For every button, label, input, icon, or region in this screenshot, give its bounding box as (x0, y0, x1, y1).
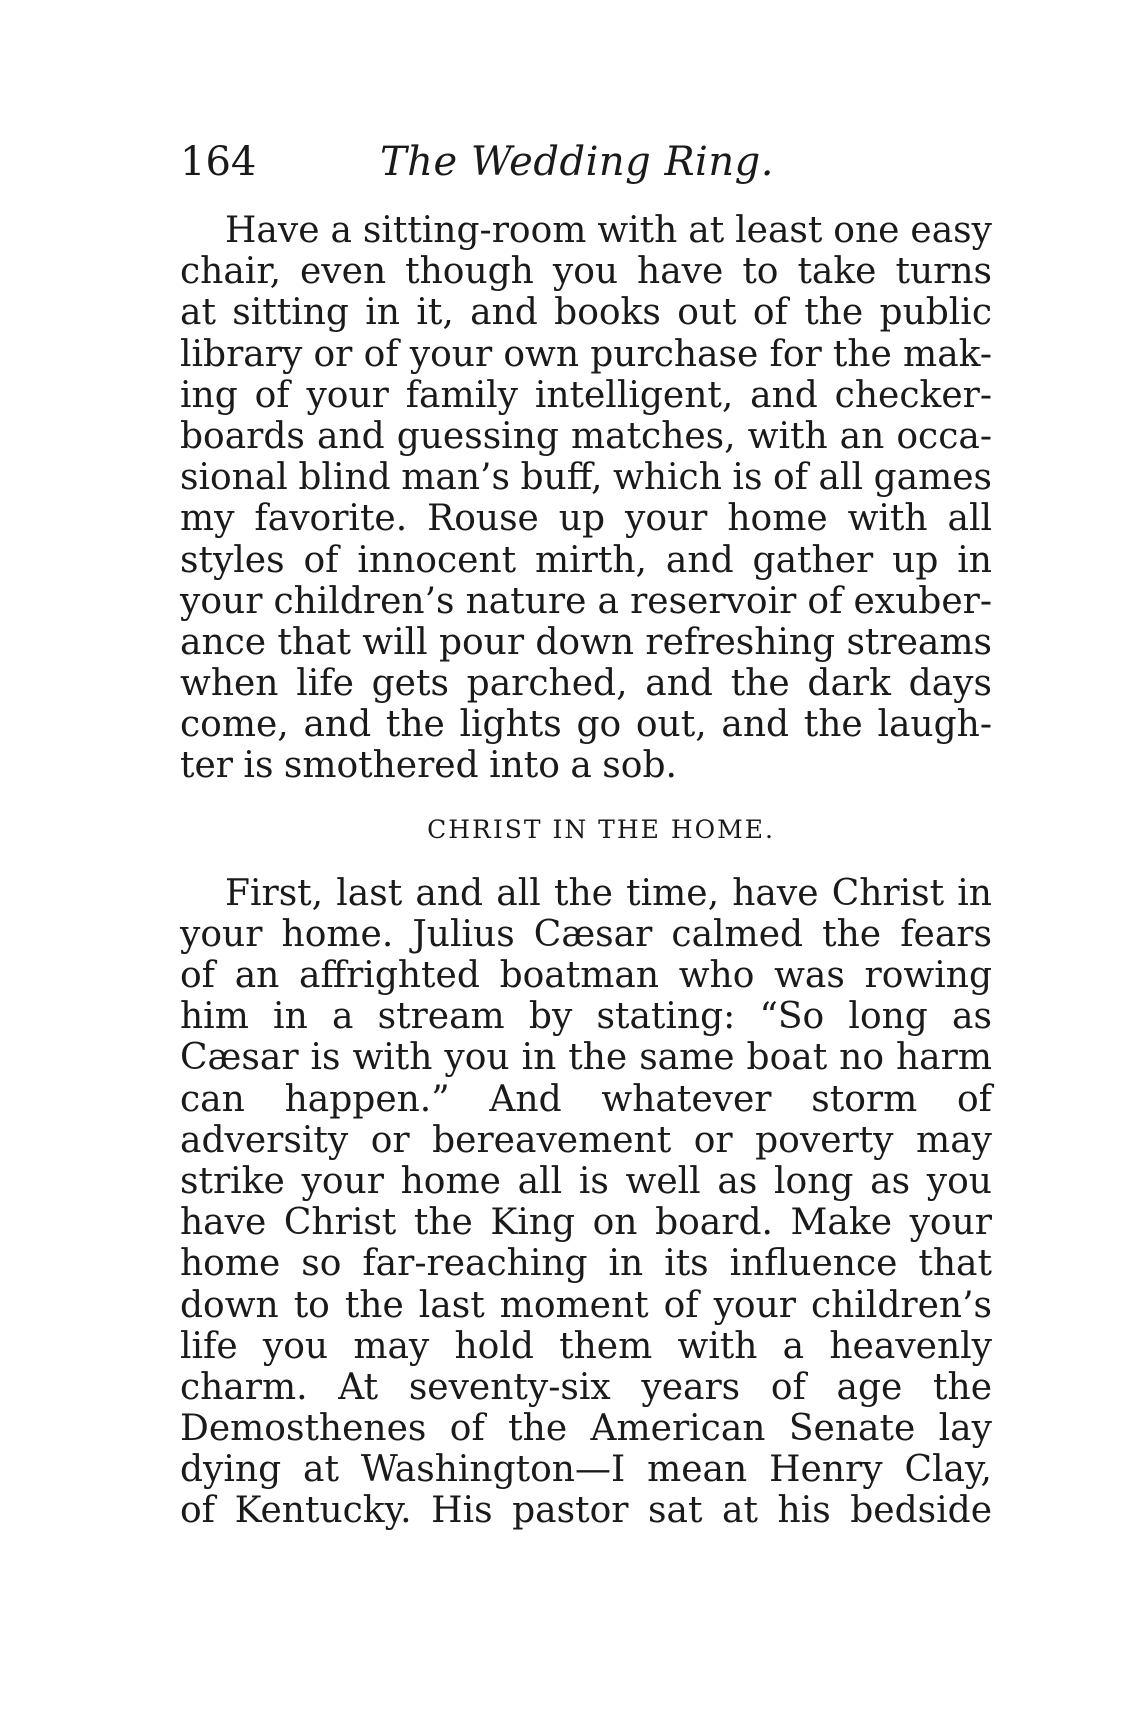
text-line: Cæsar is with you in the same boat no harm (180, 1037, 992, 1079)
running-title: The Wedding Ring. (380, 139, 774, 185)
text-line: at sitting in it, and books out of the public (180, 292, 992, 334)
text-line: your home. Julius Cæsar calmed the fears (180, 913, 992, 955)
text-line: charm. At seventy-six years of age the (180, 1366, 992, 1408)
text-line: your children’s nature a reservoir of exuber- (180, 580, 992, 622)
paragraph-sitting-room (180, 210, 992, 787)
text-line: down to the last moment of your children’s (180, 1284, 992, 1326)
text-line: adversity or bereavement or poverty may (180, 1119, 992, 1161)
text-line: boards and guessing matches, with an occa- (180, 415, 992, 457)
text-line: styles of innocent mirth, and gather up in (180, 539, 992, 581)
text-line: home so far-reaching in its influence that (180, 1243, 992, 1285)
text-line: strike your home all is well as long as you (180, 1160, 992, 1202)
text-line: dying at Washington—I mean Henry Clay, (180, 1449, 992, 1491)
text-line: can happen.” And whatever storm of (180, 1078, 992, 1120)
text-line: come, and the lights go out, and the laugh- (180, 704, 992, 746)
text-line: Have a sitting-room with at least one easy (225, 210, 992, 251)
book-page (180, 134, 992, 1532)
text-line: Demosthenes of the American Senate lay (180, 1408, 992, 1450)
text-line: sional blind man’s buff, which is of all games (180, 457, 992, 499)
page-header (180, 134, 992, 190)
text-line: chair, even though you have to take turns (180, 251, 992, 293)
text-line: First, last and all the time, have Christ in (225, 872, 992, 914)
section-heading: CHRIST IN THE HOME. (427, 814, 775, 844)
text-line: my favorite. Rouse up your home with all (180, 498, 992, 540)
text-line: life you may hold them with a heavenly (180, 1325, 992, 1367)
paragraph-christ-in-home (180, 873, 992, 1532)
text-line: when life gets parched, and the dark days (180, 663, 992, 705)
text-line: library or of your own purchase for the mak- (180, 333, 992, 375)
text-line: ing of your family intelligent, and checker- (180, 374, 992, 416)
text-line: of Kentucky. His pastor sat at his bedside (180, 1490, 992, 1532)
text-line: have Christ the King on board. Make your (180, 1202, 992, 1244)
page-number: 164 (180, 139, 257, 185)
text-line: ter is smothered into a sob. (180, 745, 677, 787)
text-line: him in a stream by stating: “So long as (180, 996, 992, 1038)
text-line: of an affrighted boatman who was rowing (180, 955, 992, 996)
text-line: ance that will pour down refreshing streams (180, 621, 992, 663)
